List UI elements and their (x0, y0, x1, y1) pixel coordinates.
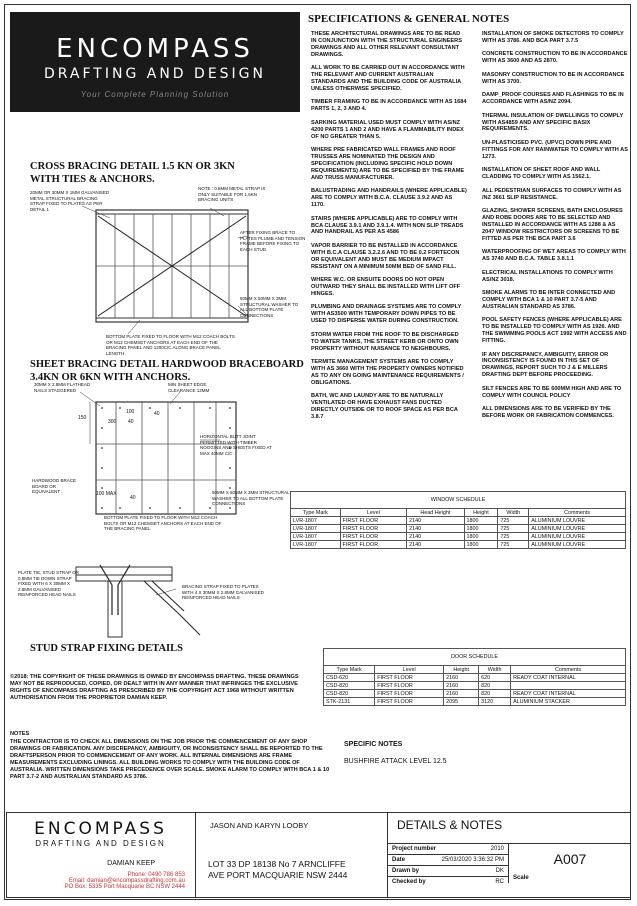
company-logo (10, 12, 300, 112)
dim-40b: 40 (154, 411, 160, 417)
tb-address1: LOT 33 DP 18138 No 7 ARNCLIFFE (208, 859, 346, 869)
spec-note: STAIRS (WHERE APPLICABLE) ARE TO COMPLY WITH BCA CLAUSE 3.9.1 AND 3.9.1.4. WITH NON SLIP TREADS AND HANDRAIL AS PER AS 4586 (311, 215, 464, 236)
specific-notes-title: SPECIFIC NOTES (344, 741, 403, 748)
tb-project-label: Project number (392, 846, 437, 852)
table-row (324, 698, 626, 706)
specific-notes-item: BUSHFIRE ATTACK LEVEL 12.5 (344, 758, 447, 765)
cell: 2140 (407, 533, 464, 541)
cell: FIRST FLOOR (340, 525, 407, 533)
cell: 2095 (444, 698, 479, 706)
tb-sheet-title: DETAILS & NOTES (397, 818, 503, 832)
spec-note: STORM WATER FROM THE ROOF TO BE DISCHARGED TO WATER TANKS, THE STREET KERB OR ONTO OWN PROPERTY WITHOUT NUISANCE TO NEIGHBOURS. (311, 331, 459, 352)
specs-title: SPECIFICATIONS & GENERAL NOTES (308, 13, 510, 25)
spec-note: WHERE PRE FABRICATED WALL FRAMES AND ROOF TRUSSES ARE NOMINATED THE DESIGN AND SPECIFICATION (INCLUDING SPECIFIC HOLD DOWN REQUIREMENTS) ARE TO BE SPECIFIED BY THE FRAME AND TRUSS MANUFACTURER. (311, 147, 465, 181)
cell (511, 682, 626, 690)
sheet-washer-note: 50MM X 50MM X 3MM STRUCTURAL WASHER TO ALL BOTTOM PLATE CONNECTIONS (212, 490, 290, 506)
logo-subtitle: DRAFTING AND DESIGN (43, 66, 267, 82)
spec-note: SILT FENCES ARE TO BE 600MM HIGH AND ARE TO COMPLY WITH COUNCIL POLICY (482, 385, 622, 399)
door-schedule (323, 648, 626, 706)
spec-note: ALL WORK TO BE CARRIED OUT IN ACCORDANCE WITH THE RELEVANT AND CURRENT AUSTRALIAN STANDARDS AND THE BUILDING CODE OF AUSTRALIA UNLESS OTHERWISE SPECIFIED. (311, 65, 465, 92)
table-row (324, 690, 626, 698)
cell: FIRST FLOOR (340, 533, 407, 541)
table-row (324, 682, 626, 690)
specs-col1 (311, 31, 467, 428)
spec-note: DAMP_PROOF COURSES AND FLASHINGS TO BE IN ACCORDANCE WITH AS/NZ 2094. (482, 92, 624, 106)
title-block-company (6, 812, 196, 898)
cell: LVR-1807 (291, 525, 341, 533)
spec-note: INSTALLATION OF SHEET ROOF AND WALL CLADDING TO COMPLY WITH AS 1562.1. (482, 167, 601, 181)
copyright-notice: ©2018: THE COPYRIGHT OF THESE DRAWINGS IS OWNED BY ENCOMPASS DRAFTING. THESE DRAWINGS MAY NOT BE REPRODUCED, COPIED, OR DEALT WITH IN ANY MANNER THAT INFRINGES THE EXCLUSIVE RIGHTS OF ENCOMPASS DRAFTING AS PRESCRIBED BY THE COPYRIGHT ACT 1968 WITHOUT WRITTEN AUTHORISATION FROM THE PROPRIETOR DAMIAN KEEP. (10, 674, 299, 701)
cell: FIRST FLOOR (375, 698, 444, 706)
spec-note: SMOKE ALARMS TO BE INTER CONNECTED AND COMPLY WITH BCA 1 & 10 PART 3.7-5 AND AUSTRALIAN STANDARD AS 3786. (482, 290, 616, 310)
spec-note: ELECTRICAL INSTALLATIONS TO COMPLY WITH AS/NZ 3018. (482, 269, 613, 283)
tb-logo-name: ENCOMPASS (34, 819, 167, 839)
spec-note: INSTALLATION OF SMOKE DETECTORS TO COMPLY WITH AS 3786. AND BCA PART 3.7.5 (482, 31, 624, 44)
tb-date-value: 25/03/2020 3:36:32 PM (441, 857, 504, 863)
tb-fields (388, 843, 508, 897)
cross-strap-note: 20MM OR 30MM X 1MM GALVANISED METAL STRUCTURAL BRACING STRAP FIXED TO PLATES AS PER DETAIL 1 (30, 190, 110, 212)
spec-note: CONCRETE CONSTRUCTION TO BE IN ACCORDANCE WITH AS 3600 AND AS 2870. (482, 51, 628, 65)
tb-sheet-number: A007 (508, 843, 631, 873)
sheet-nails-note: 30MM X 2.8MM FLATHEAD NAILS STAGGERED (34, 382, 91, 393)
cross-right-note: AFTER FIXING BRACE TO PLATES PLUMB AND TENSION FRAME BEFORE FIXING TO EACH STUD. (240, 230, 306, 252)
spec-note: BATH, WC AND LAUNDY ARE TO BE NATURALLY VENTILATED OR HAVE EXHAUST FANS DUCTED DIRECTLY OUTSIDE OR TO ROOF SPACE AS PER BCA 3.8.7 (311, 393, 458, 420)
table-row (324, 674, 626, 682)
spec-note: GLAZING, SHOWER SCREENS, BATH ENCLOSURES AND ROBE DOORS ARE TO BE SELECTED AND INSTALLED IN ACCORDANCE WITH AS 1288 & AS 2047 WINDOW RESTRICTORS OR SCREENS TO BE FITTED AS PER THE BCA PART 3.6 (482, 208, 623, 242)
cross-bracing-title-line2: WITH TIES & ANCHORS. (30, 174, 155, 185)
stud-right-note: BRACING STRAP FIXED TO PLATES WITH 4 X 30MM X 2.8MM GALVANISED REINFORCED HEAD NAILS (182, 584, 264, 600)
col-header: Height (464, 509, 498, 517)
dim-300: 300 (108, 419, 117, 425)
col-header: Width (479, 666, 511, 674)
table-row (291, 525, 626, 533)
dim-100: 100 (126, 409, 135, 415)
cross-bracing-drawing (20, 188, 315, 348)
spec-note: TIMBER FRAMING TO BE IN ACCORDANCE WITH AS 1684 PARTS 1, 2, 3 AND 4. (311, 99, 467, 113)
cell: 1800 (464, 517, 498, 525)
cell: 820 (479, 682, 511, 690)
cell: ALUMINIUM LOUVRE (529, 533, 626, 541)
cell: FIRST FLOOR (375, 674, 444, 682)
cell: FIRST FLOOR (340, 517, 407, 525)
cross-bracing-title (30, 160, 290, 186)
col-header: Comments (529, 509, 626, 517)
spec-note: POOL SAFETY FENCES (WHERE APPLICABLE) ARE TO BE INSTALLED TO COMPLY WITH AS 1926. AND THE SWIMMING POOLS ACT 1992 WITH ACCESS AND FITTING. (482, 317, 627, 345)
cross-bottom-note: BOTTOM PLATE FIXED TO FLOOR WITH M12 COACH BOLTS OR M12 CHEMSET ANCHORS AT EACH END OF THE BRACING PANEL AND 1200C/C ALONG BRACE PANEL LENGTH (106, 334, 235, 356)
cell: 3120 (479, 698, 511, 706)
spec-note: WHERE W.C. OR ENSUITE DOORS DO NOT OPEN OUTWARD THEY SHALL BE INSTALLED WITH LIFT OFF HINGES. (311, 277, 461, 297)
cell: 2160 (444, 682, 479, 690)
notes-title: NOTES (10, 731, 30, 737)
cell: 725 (498, 525, 529, 533)
cell: 725 (498, 517, 529, 525)
window-schedule-title: WINDOW SCHEDULE (291, 492, 626, 509)
cross-washer-note: 50MM X 50MM X 3MM STRUCTURAL WASHER TO ALL BOTTOM PLATE CONNECTIONS (240, 296, 299, 318)
tb-date-label: Date (392, 857, 406, 863)
sheet-bracing-title-line1: SHEET BRACING DETAIL HARDWOOD BRACEBOARD (30, 359, 304, 370)
col-header: Height (444, 666, 479, 674)
cell: 725 (498, 541, 529, 549)
cell: 1800 (464, 533, 498, 541)
table-row (291, 517, 626, 525)
tb-checked-label: Checked by (392, 879, 426, 885)
cell: READY COAT INTERNAL (511, 674, 626, 682)
sheet-edge-note: MIN SHEET EDGE CLEARANCE 12MM (168, 382, 210, 393)
cell: 1800 (464, 541, 498, 549)
sheet-bracing-drawing (20, 384, 315, 534)
col-header: Level (340, 509, 407, 517)
tb-checked-value: RC (495, 879, 504, 885)
spec-note: ALL PEDESTRIAN SURFACES TO COMPLY WITH AS /NZ 3661 SLIP RESISTANCE. (482, 187, 622, 201)
spec-note: THERMAL INSULATION OF DWELLINGS TO COMPLY WITH AS4859 AND ANY SPECIFIC BASIX REQUIREMENTS. (482, 112, 624, 133)
tb-scale-label: Scale (508, 873, 631, 883)
col-header: Width (498, 509, 529, 517)
cell: CSD-820 (324, 682, 375, 690)
cell: 620 (479, 674, 511, 682)
col-header: Type Mark (324, 666, 375, 674)
col-header: Comments (511, 666, 626, 674)
spec-note: MASONRY CONSTRUCTION TO BE IN ACCORDANCE WITH AS 3700. (482, 71, 625, 85)
tb-drawn-label: Drawn by (392, 868, 420, 874)
cell: 2140 (407, 525, 464, 533)
cell: CSD-620 (324, 674, 375, 682)
table-row (291, 541, 626, 549)
window-schedule (290, 491, 626, 549)
door-schedule-title: DOOR SCHEDULE (324, 649, 626, 666)
cell: 2160 (444, 674, 479, 682)
dim-40a: 40 (128, 419, 134, 425)
tb-client: JASON AND KARYN LOOBY (210, 821, 309, 830)
table-row (291, 533, 626, 541)
cell: STK-2131 (324, 698, 375, 706)
sheet-joint-note: HORIZONTAL BUTT JOINT PERMITTED WITH TIMBER NOGGINS AND SHEETS FIXED AT MAX 40MM C/C (200, 434, 272, 456)
logo-tagline: Your Complete Planning Solution (80, 90, 230, 99)
cell: FIRST FLOOR (375, 682, 444, 690)
notes-body: THE CONTRACTOR IS TO CHECK ALL DIMENSIONS ON THE JOB PRIOR THE COMMENCEMENT OF ANY SHOP DRAWINGS OR FABRICATION. ANY DISCREPANCY, AMBIGUITY, OR INCONSISTENCY SHALL BE REPORTED TO THE DRAFTSPERSON PRIOR TO COMMENCEMENT OF ANY WORK. ALL INTERNAL DIMENSIONS ARE FRAME MEASUREMENTS EXCLUDING LININGS. ALL BUILDING WORKS TO COMPLY WITH THE BUILDING CODE OF AUSTRALIA. WRITTEN DIMENSIONS TAKE PRECEDENCE OVER SCALE. SMOKE ALARM TO COMPLY WITH BCA 1 & 10 PART 3.7-2 AND AUSTRALIAN STANDARD AS 3786. (10, 739, 330, 780)
tb-phone: Phone: 0490 786 853 (127, 872, 185, 878)
cell: 1800 (464, 525, 498, 533)
spec-note: ALL DIMENSIONS ARE TO BE VERIFIED BY THE BEFORE WORK OR FABRICATION COMMENCES. (482, 406, 614, 420)
tb-person: DAMIAN KEEP (107, 860, 155, 867)
specs-col2 (482, 31, 628, 427)
dim-150: 150 (78, 415, 87, 421)
cell: ALUMINIUM LOUVRE (529, 541, 626, 549)
stud-left-note: PLATE TIE, STUD STRAP OR 0.8MM TIE DOWN STRAP FIXED WITH 6 X 30MM X 2.8MM GALVANISED REINFORCED HEAD NAILS (18, 570, 80, 597)
cell: CSD-820 (324, 690, 375, 698)
spec-note: PLUMBING AND DRAINAGE SYSTEMS ARE TO COMPLY WITH AS3500 WITH TEMPORARY DOWN PIPES TO BE USED TO DISPERSE WATER DURING CONSTRUCTION. (311, 304, 462, 325)
spec-note: VAPOR BARRIER TO BE INSTALLED IN ACCORDANCE WITH B.C.A CLAUSE 3.2.2.6 AND TO BE 0.2 FORTECON OR EQUIVALENT AND MUST BE MEDIUM IMPACT RESISTANT ON A MINIMUM 50MM BED OF SAND FILL. (311, 242, 460, 270)
cell: ALUMINIUM LOUVRE (529, 517, 626, 525)
cell: ALUMINIUM LOUVRE (529, 525, 626, 533)
stud-strap-title: STUD STRAP FIXING DETAILS (30, 643, 183, 654)
logo-name: ENCOMPASS (56, 34, 254, 64)
col-header: Type Mark (291, 509, 341, 517)
tb-logo-sub: DRAFTING AND DESIGN (35, 839, 166, 848)
col-header: Head Height (407, 509, 464, 517)
cell: 2140 (407, 517, 464, 525)
dim-100max: 100 MAX (96, 491, 117, 497)
cell: READY COAT INTERNAL (511, 690, 626, 698)
cell: 2160 (444, 690, 479, 698)
cell: FIRST FLOOR (375, 690, 444, 698)
spec-note: UN-PLASTICISED PVC. (UPVC) DOWN PIPE AND FITTINGS FOR ANY RAINWATER TO COMPLY WITH AS 1273. (482, 139, 628, 160)
sheet-board-note: HARDWOOD BRACE BOARD OR EQUIVALENT (32, 478, 77, 494)
cell: LVR-1807 (291, 533, 341, 541)
sheet-bracing-title (30, 358, 310, 384)
col-header: Level (375, 666, 444, 674)
tb-po: PO Box: 5335 Port Macquarie BC NSW 2444 (64, 884, 185, 890)
cross-bracing-title-line1: CROSS BRACING DETAIL 1.5 KN OR 3KN (30, 161, 235, 172)
spec-note: SARKING MATERIAL USED MUST COMPLY WITH AS/NZ 4200 PARTS 1 AND 2 AND HAVE A FLAMMABILITY INDEX OF NO GREATER THAN 5. (311, 119, 464, 140)
spec-note: BALUSTRADING AND HANDRAILS (WHERE APPLICABLE) ARE TO COMPLY WITH B.C.A. CLAUSE 3.9.2 AND AS 1170. (311, 188, 467, 209)
tb-drawn-value: DK (495, 868, 504, 874)
cell: ALUMINIUM STACKER (511, 698, 626, 706)
cell: LVR-1807 (291, 517, 341, 525)
title-block-client (196, 812, 388, 898)
spec-note: WATERPROOFING OF WET AREAS TO COMPLY WITH AS 3740 AND B.C.A. TABLE 3.8.1.1 (482, 249, 626, 263)
cell: LVR-1807 (291, 541, 341, 549)
cross-top-note: NOTE : 0.8MM METAL STRAP IS ONLY SUITABLE FOR 1.5KN BRACING UNITS (198, 186, 266, 202)
spec-note: THESE ARCHITECTURAL DRAWINGS ARE TO BE READ IN CONJUNCTION WITH THE STRUCTURAL ENGINEERS DRAWINGS AND ALL OTHER RELEVANT CONSULTANT DRAWINGS. (311, 31, 462, 58)
cell: 820 (479, 690, 511, 698)
sheet-bracing-title-line2: 3.4KN OR 6KN WITH ANCHORS. (30, 372, 191, 383)
cell: FIRST FLOOR (340, 541, 407, 549)
spec-note: IF ANY DISCREPANCY, AMBIGUITY, ERROR OR INCONSISTENCY IS FOUND IN THIS SET OF DRAWINGS, REPORT SUCH TO J & E MILLERS DRAFTING DEPT BEFORE PROCEEDING. (482, 351, 609, 379)
tb-address2: AVE PORT MACQUARIE NSW 2444 (208, 870, 348, 880)
cell: 2140 (407, 541, 464, 549)
dim-40c: 40 (130, 495, 136, 501)
sheet-bottom-note: BOTTOM PLATE FIXED TO FLOOR WITH M12 COACH BOLTS OR M12 CHEMSET ANCHORS AT EACH END OF THE BRACING PANEL (104, 515, 222, 531)
cell: 725 (498, 533, 529, 541)
tb-project-value: 2010 (490, 846, 504, 852)
tb-email: Email: damian@encompassdrafting.com.au (68, 878, 185, 884)
spec-note: TERMITE MANAGEMENT SYSTEMS ARE TO COMPLY WITH AS 3660 WITH THE PROPERTY OWNERS NOTIFIED AS TO ANY ON GOING MAINTENANCE REQUIREMENTS / OBLIGATIONS. (311, 359, 464, 386)
